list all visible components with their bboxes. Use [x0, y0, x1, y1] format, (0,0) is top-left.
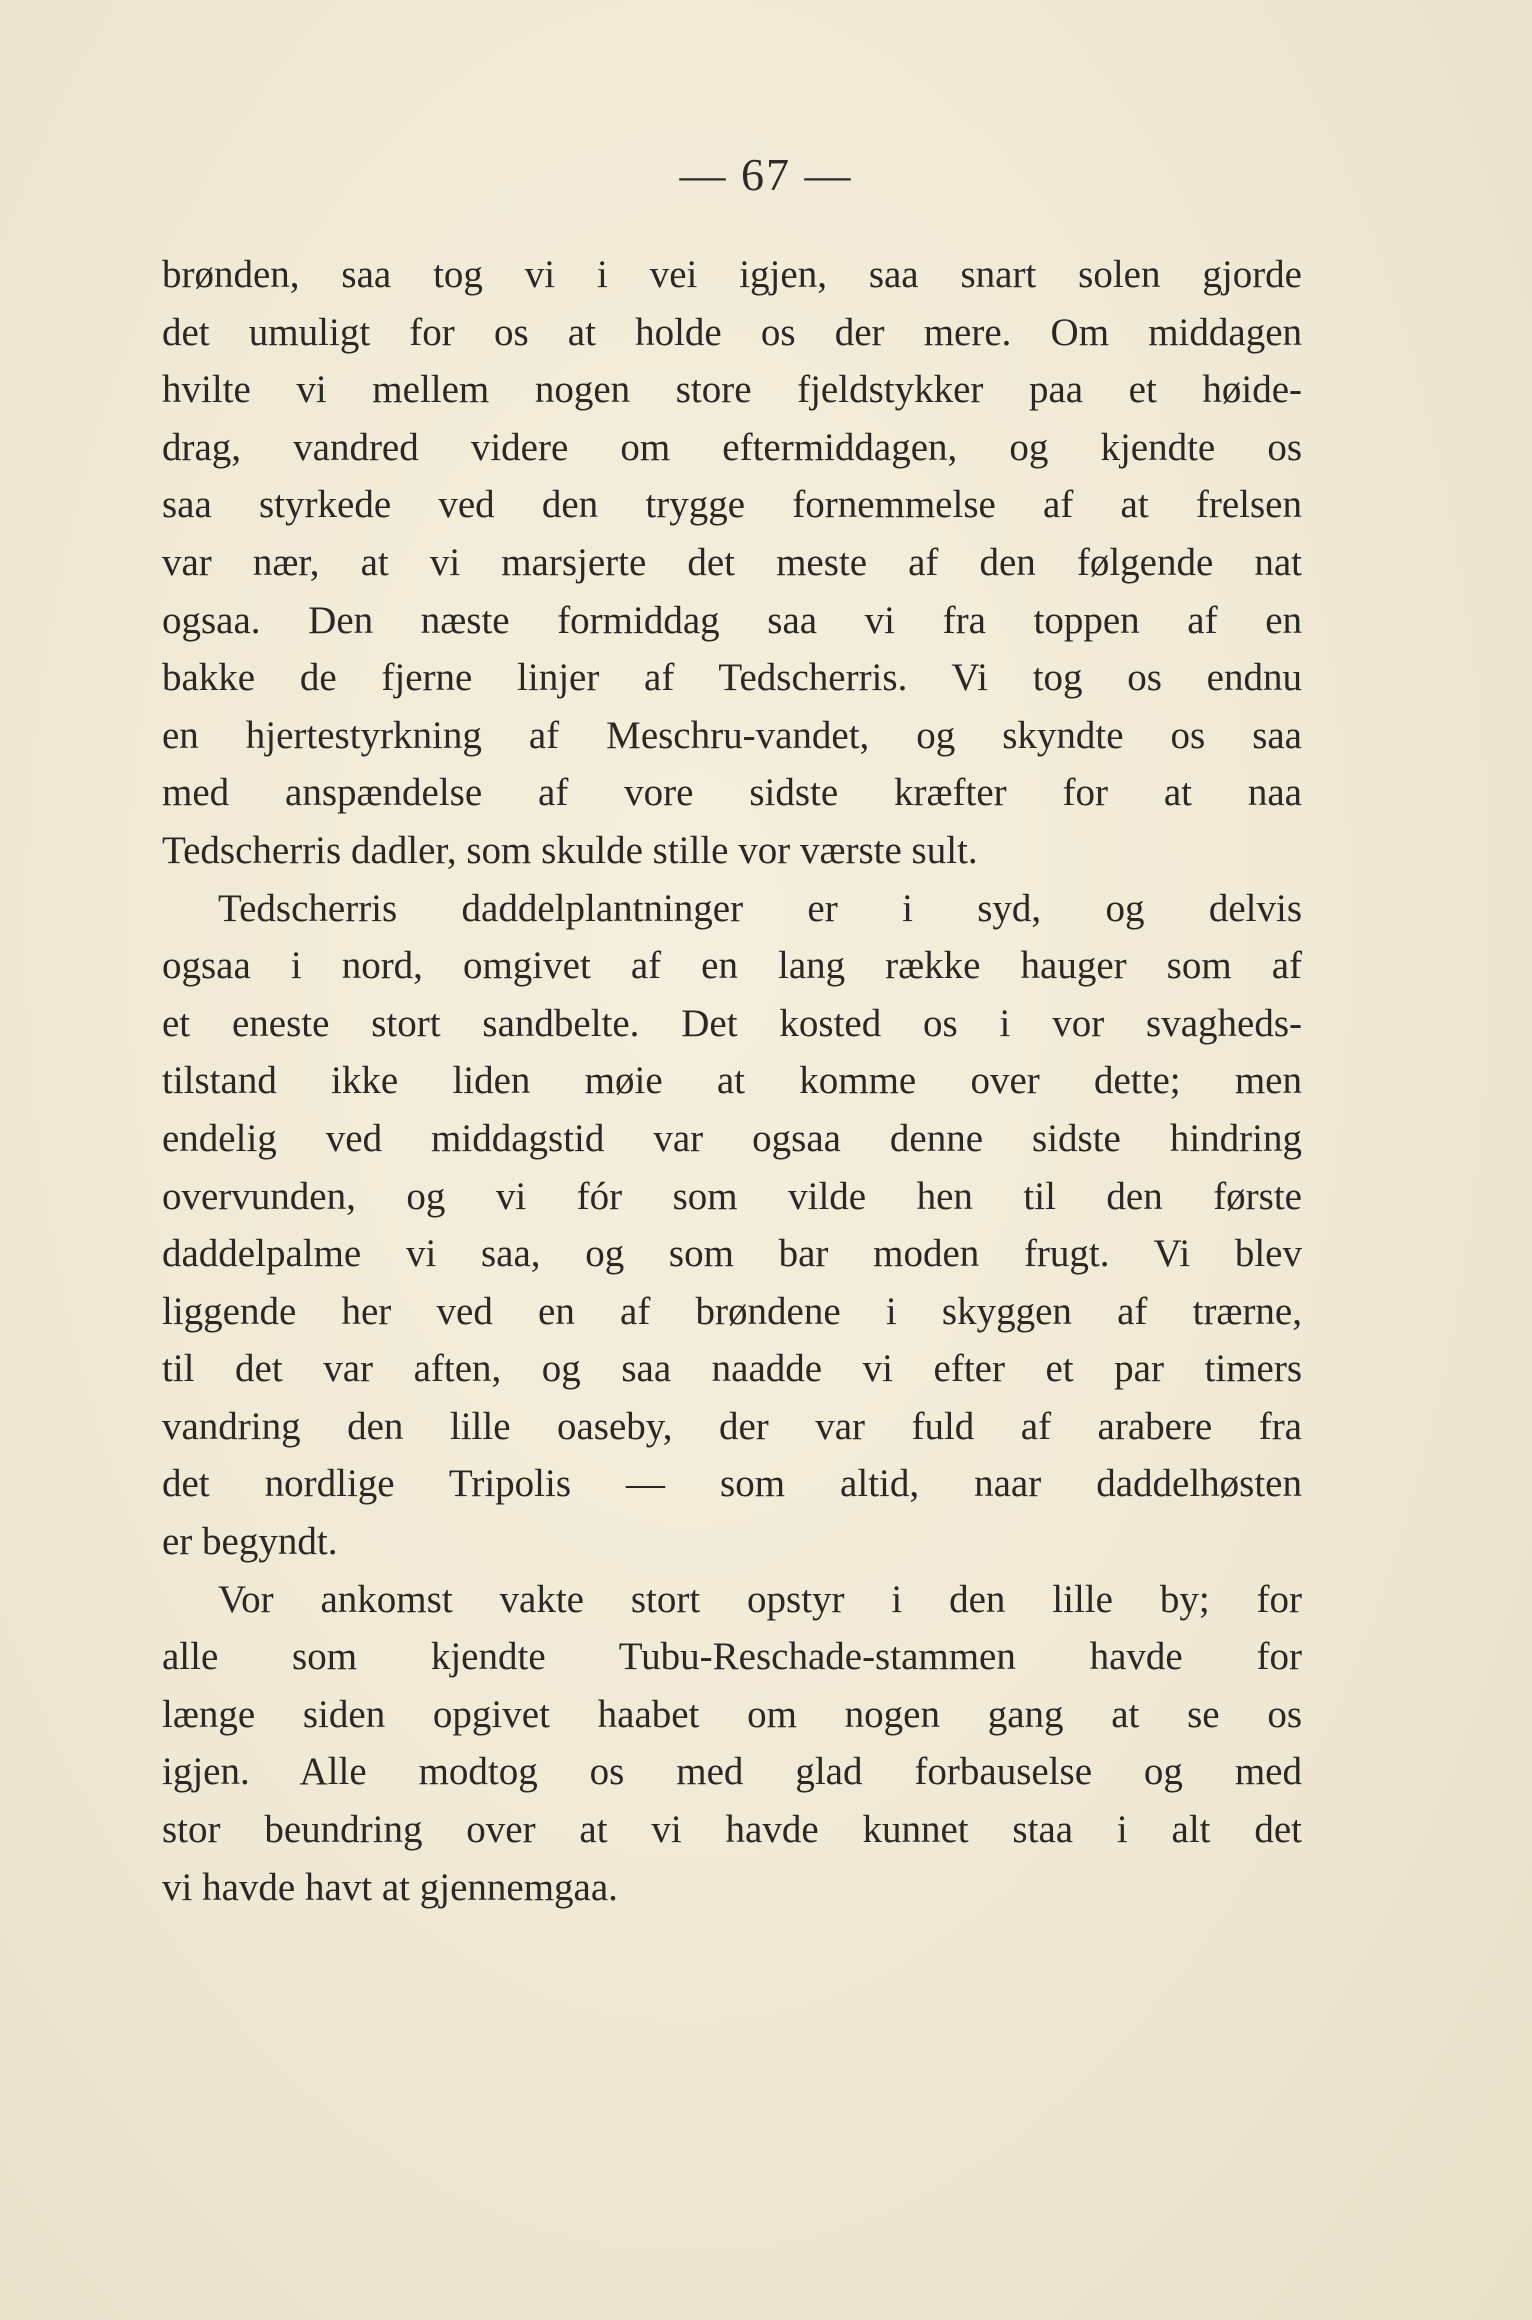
text-line: er begyndt. [162, 1520, 338, 1564]
text-line: overvunden, og vi fór som vilde hen til den første [162, 1174, 1302, 1218]
text-line: ogsaa i nord, omgivet af en lang række hauger som af [162, 944, 1302, 988]
text-line: stor beundring over at vi havde kunnet staa i alt det [162, 1808, 1302, 1852]
text-line: bakke de fjerne linjer af Tedscherris. Vi tog os endnu [162, 656, 1302, 700]
paragraph-2 [162, 880, 1302, 1571]
text-line: brønden, saa tog vi i vei igjen, saa snart solen gjorde [162, 253, 1302, 296]
text-line: det umuligt for os at holde os der mere. Om middagen [162, 310, 1302, 354]
text-line: saa styrkede ved den trygge fornemmelse af at frelsen [162, 483, 1302, 527]
text-line: var nær, at vi marsjerte det meste af den følgende nat [162, 540, 1302, 584]
text-line: Vor ankomst vakte stort opstyr i den lille by; for [218, 1577, 1302, 1621]
text-line: det nordlige Tripolis — som altid, naar daddelhøsten [162, 1462, 1302, 1506]
text-line: Tedscherris daddelplantninger er i syd, og delvis [218, 886, 1302, 930]
paragraph-1 [162, 246, 1302, 880]
text-line: længe siden opgivet haabet om nogen gang at se os [162, 1692, 1302, 1736]
text-line: tilstand ikke liden møie at komme over dette; men [162, 1059, 1302, 1103]
paragraph-3 [162, 1571, 1302, 1917]
text-line: Tedscherris dadler, som skulde stille vor værste sult. [162, 828, 978, 872]
page-number: — 67 — [679, 149, 853, 200]
text-line: til det var aften, og saa naadde vi efter et par timers [162, 1347, 1302, 1391]
text-line: vi havde havt at gjennemgaa. [162, 1865, 618, 1909]
text-line: hvilte vi mellem nogen store fjeldstykker paa et høide- [162, 368, 1302, 412]
text-line: et eneste stort sandbelte. Det kosted os i vor svagheds- [162, 1001, 1302, 1045]
text-line: alle som kjendte Tubu-Reschade-stammen havde for [162, 1635, 1302, 1679]
text-line: en hjertestyrkning af Meschru-vandet, og skyndte os saa [162, 713, 1302, 757]
text-line: liggende her ved en af brøndene i skyggen af trærne, [162, 1289, 1302, 1333]
text-line: endelig ved middagstid var ogsaa denne sidste hindring [162, 1116, 1302, 1160]
text-line: vandring den lille oaseby, der var fuld af arabere fra [162, 1404, 1302, 1448]
text-line: igjen. Alle modtog os med glad forbauselse og med [162, 1750, 1302, 1794]
body-text [162, 246, 1302, 1916]
text-line: ogsaa. Den næste formiddag saa vi fra toppen af en [162, 598, 1302, 642]
text-line: med anspændelse af vore sidste kræfter for at naa [162, 771, 1302, 815]
text-line: drag, vandred videre om eftermiddagen, og kjendte os [162, 425, 1302, 469]
text-line: daddelpalme vi saa, og som bar moden frugt. Vi blev [162, 1232, 1302, 1276]
